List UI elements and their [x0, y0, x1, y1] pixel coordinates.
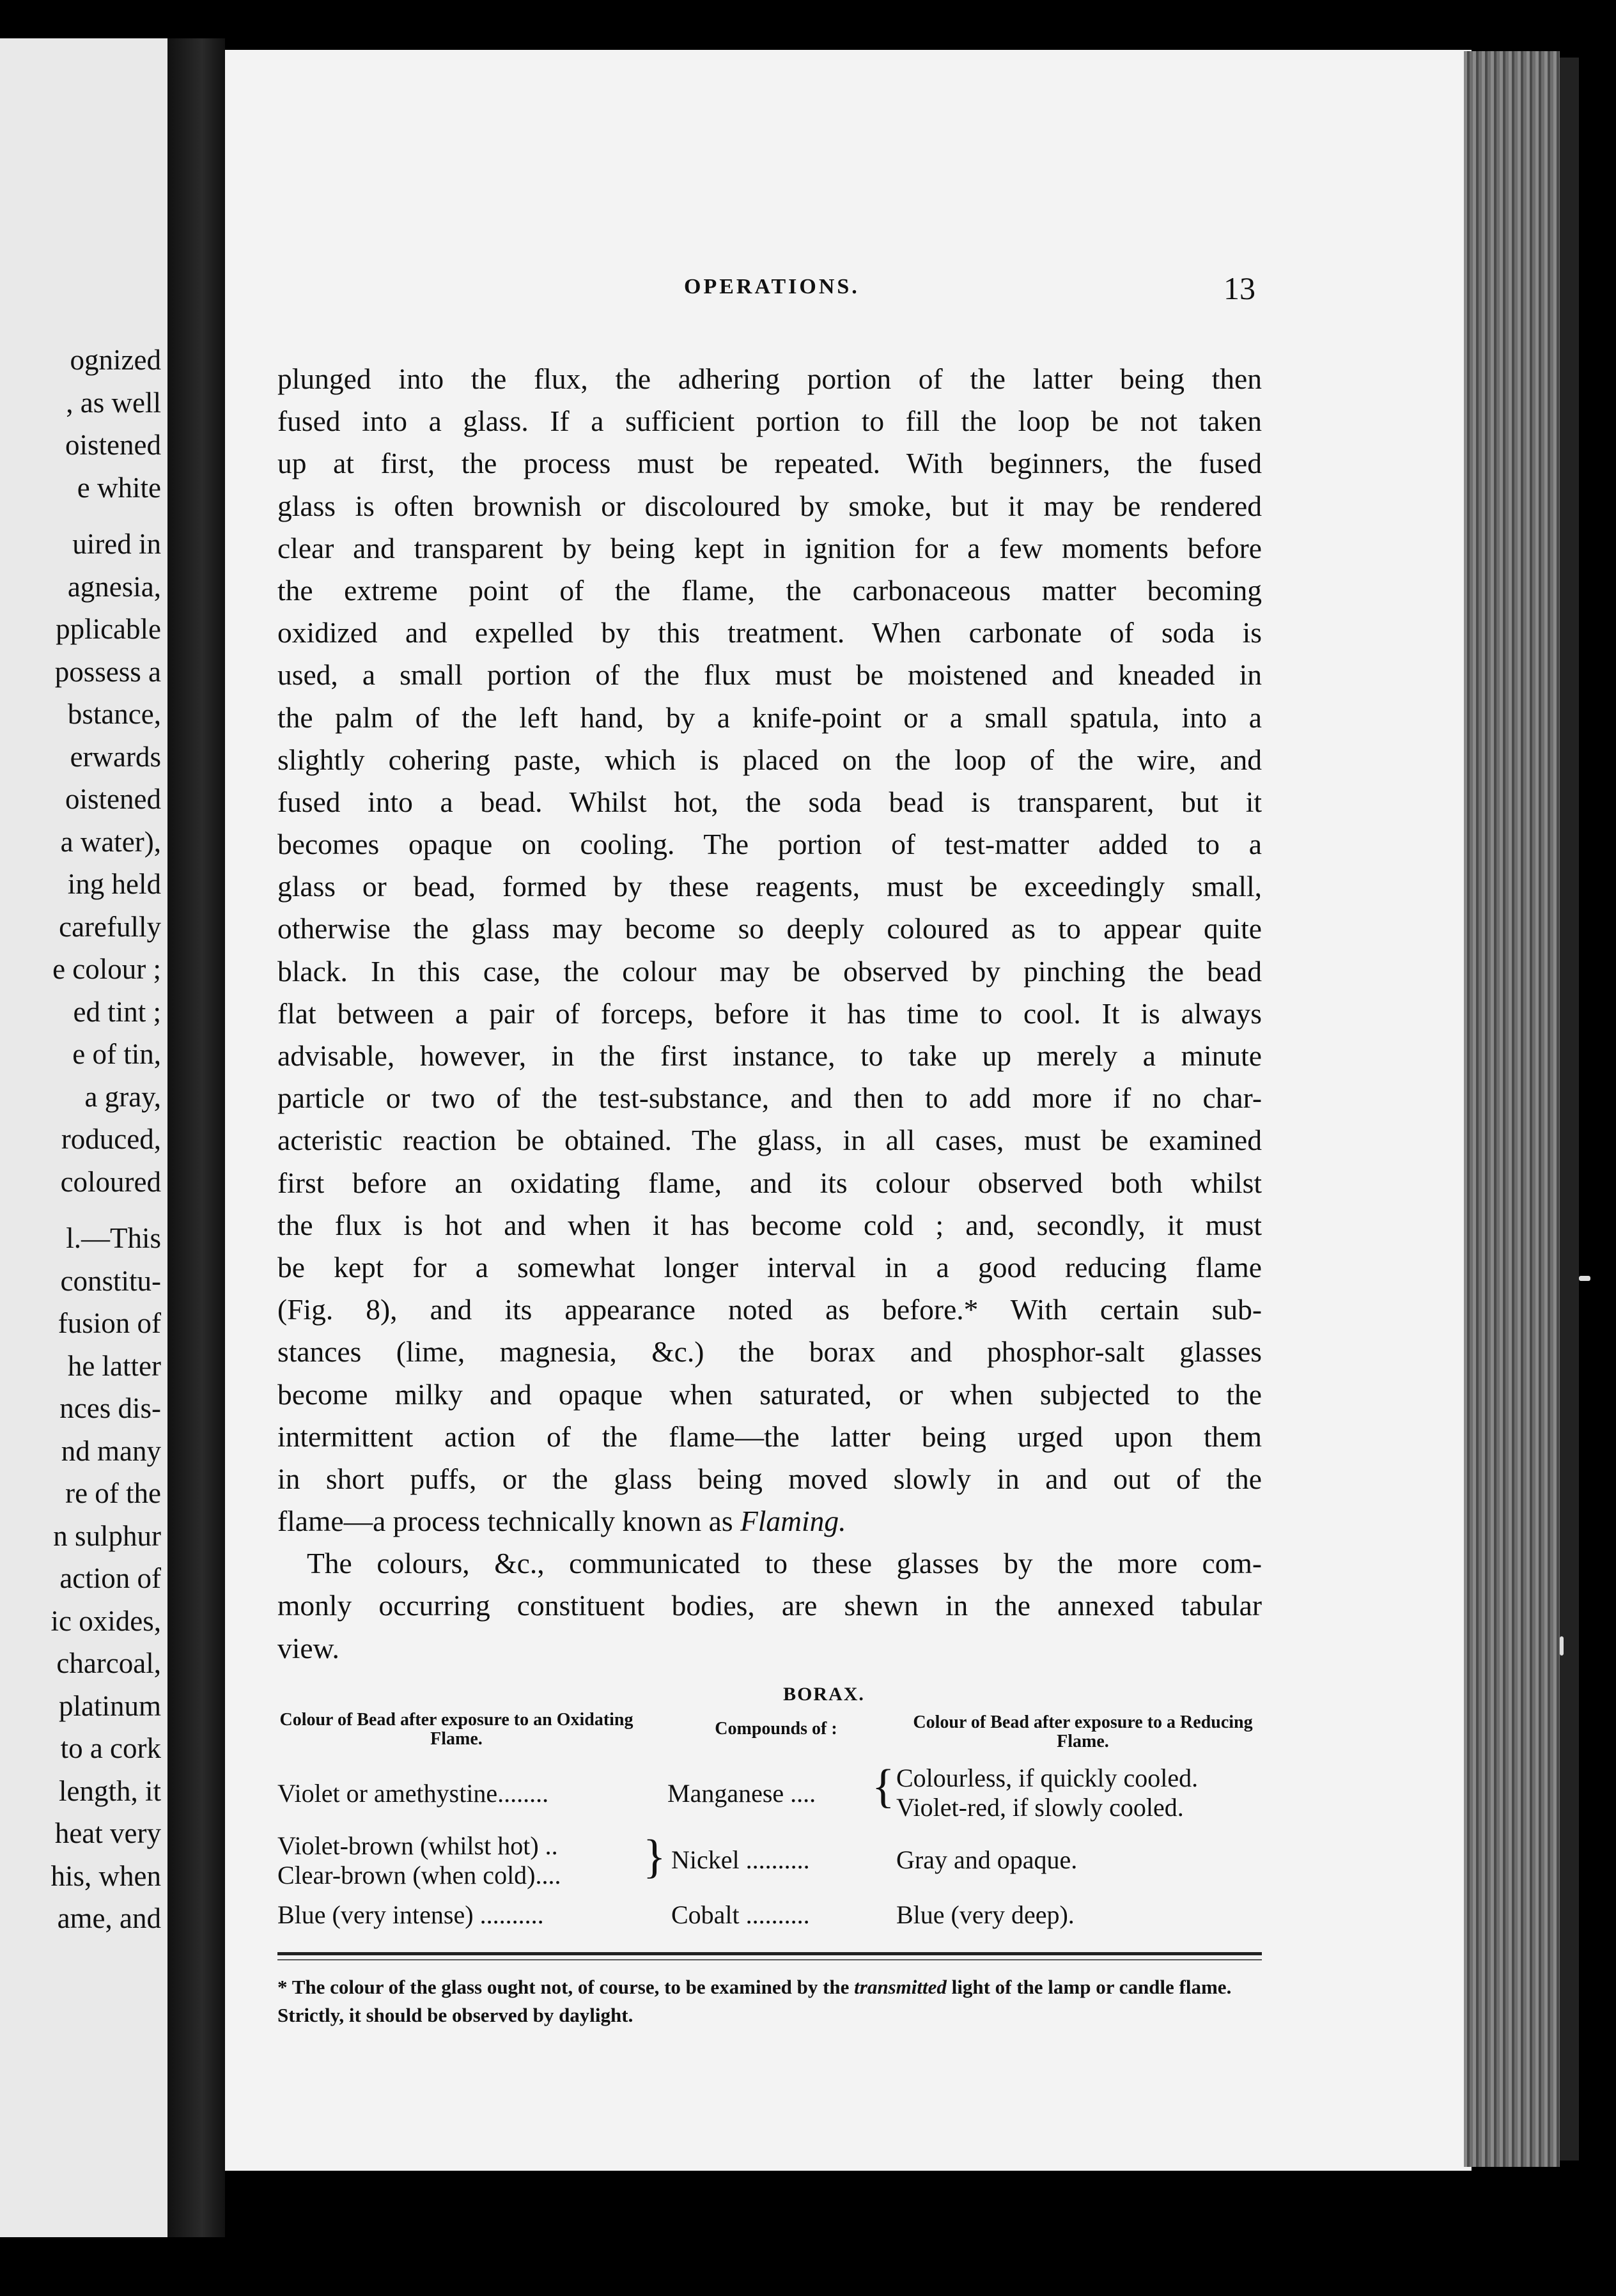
facing-page-line: , as well [66, 386, 161, 419]
facing-page-line: e of tin, [72, 1038, 161, 1070]
facing-page-line: l.—This [66, 1222, 161, 1254]
text-line: acteristic reaction be obtained. The glass, in all cases, must be examined [277, 1124, 1262, 1157]
footnote-rule [277, 1952, 1262, 1955]
cell-reducing: Blue (very deep). [896, 1900, 1075, 1929]
text-line: be kept for a somewhat longer interval in a good reducing flame [277, 1250, 1262, 1284]
facing-page-line: n sulphur [53, 1519, 161, 1552]
footnote-rule-thin [277, 1959, 1262, 1960]
book-gutter [167, 38, 225, 2237]
page-edges [1464, 51, 1560, 2167]
facing-page-line: re of the [65, 1477, 161, 1509]
facing-page-line: oistened [65, 429, 161, 461]
facing-page-line: e white [77, 471, 161, 504]
text-line: the extreme point of the flame, the carbonaceous matter becoming [277, 573, 1262, 607]
facing-page-line: ing held [67, 868, 161, 900]
facing-page-line: nd many [61, 1434, 161, 1467]
facing-page-line: e colour ; [52, 953, 161, 985]
facing-page-line: bstance, [67, 698, 161, 730]
text-line [277, 1500, 1262, 1542]
facing-page-line: a water), [60, 825, 161, 858]
footnote-text-1: * The colour of the glass ought not, of course, to be examined by the [277, 1975, 850, 1998]
facing-page-line: charcoal, [56, 1647, 161, 1679]
text-line: fused into a bead. Whilst hot, the soda bead is transparent, but it [277, 785, 1262, 818]
cell-reducing: Gray and opaque. [896, 1845, 1078, 1874]
text-line: oxidized and expelled by this treatment. When carbonate of soda is [277, 616, 1262, 649]
facing-page-line: coloured [60, 1165, 161, 1198]
running-head [277, 270, 1262, 313]
text-line: particle or two of the test-substance, and then to add more if no char- [277, 1082, 1262, 1115]
header-compounds: Compounds of : [715, 1718, 837, 1739]
text-line: plunged into the flux, the adhering portion of the latter being then [277, 362, 1262, 395]
text-line: fused into a glass. If a sufficient portion to fill the loop be not taken [277, 405, 1262, 438]
facing-page [0, 38, 171, 2237]
table-row [277, 1760, 1262, 1831]
italic-term: Flaming. [740, 1505, 846, 1538]
cell-oxidating-b: Clear-brown (when cold).... [277, 1860, 561, 1889]
facing-page-line: pplicable [56, 613, 161, 645]
text-line: used, a small portion of the flux must be moistened and kneaded in [277, 658, 1262, 692]
facing-page-line: erwards [70, 740, 161, 773]
footnote [277, 1973, 1262, 2029]
facing-page-line: platinum [59, 1689, 161, 1722]
facing-page-line: to a cork [60, 1732, 161, 1764]
footnote-text-2: light of the lamp or candle flame. Strictly, it should be observed by daylight. [277, 1975, 1232, 2026]
text-line: up at first, the process must be repeated. With beginners, the fused [277, 447, 1262, 480]
text-line: become milky and opaque when saturated, or when subjected to the [277, 1377, 1262, 1411]
text-line: slightly cohering paste, which is placed on the loop of the wire, and [277, 743, 1262, 776]
table-title: BORAX. [783, 1683, 865, 1705]
text-line: flat between a pair of forceps, before it has time to cool. It is always [277, 997, 1262, 1030]
facing-page-line: fusion of [58, 1307, 161, 1339]
text-line: first before an oxidating flame, and its colour observed both whilst [277, 1166, 1262, 1199]
text-line: the palm of the left hand, by a knife-point or a small spatula, into a [277, 701, 1262, 734]
facing-page-line: ame, and [57, 1902, 161, 1934]
table-header [277, 1708, 1262, 1767]
cell-compound: Cobalt .......... [671, 1900, 810, 1929]
cell-reducing-a: Colourless, if quickly cooled. [896, 1763, 1199, 1792]
facing-page-line: action of [59, 1562, 161, 1594]
facing-page-line: ic oxides, [50, 1604, 161, 1637]
cell-oxidating: Blue (very intense) .......... [277, 1900, 544, 1929]
facing-page-line: possess a [54, 655, 161, 688]
cell-oxidating-a: Violet-brown (whilst hot) .. [277, 1831, 558, 1860]
header-oxidating: Colour of Bead after exposure to an Oxidating Flame. [279, 1709, 633, 1749]
text-line: The colours, &c., communicated to these glasses by the more com- [307, 1547, 1262, 1580]
facing-page-line: he latter [67, 1349, 161, 1382]
text-line: stances (lime, magnesia, &c.) the borax and phosphor-salt glasses [277, 1335, 1262, 1369]
text-line-content: flame—a process technically known as [277, 1505, 733, 1538]
facing-page-text [1, 339, 161, 1940]
cell-compound: Manganese .... [667, 1778, 816, 1808]
cell-compound: Nickel .......... [671, 1845, 810, 1874]
text-line: glass or bead, formed by these reagents, must be exceedingly small, [277, 870, 1262, 903]
text-line: becomes opaque on cooling. The portion of test-matter added to a [277, 828, 1262, 861]
facing-page-line: oistened [65, 783, 161, 815]
header-reducing: Colour of Bead after exposure to a Reducing Flame. [913, 1712, 1253, 1751]
facing-page-line: ognized [70, 344, 161, 376]
text-line: otherwise the glass may become so deeply coloured as to appear quite [277, 912, 1262, 945]
text-line: in short puffs, or the glass being moved slowly in and out of the [277, 1462, 1262, 1495]
brace: } [643, 1830, 666, 1883]
text-line: advisable, however, in the first instance, to take up merely a minute [277, 1039, 1262, 1072]
scan-speck [1579, 1276, 1590, 1281]
text-line: black. In this case, the colour may be observed by pinching the bead [277, 954, 1262, 988]
text-line: clear and transparent by being kept in ignition for a few moments before [277, 531, 1262, 564]
cell-oxidating: Violet or amethystine........ [277, 1778, 549, 1808]
cell-reducing-b: Violet-red, if slowly cooled. [896, 1792, 1184, 1822]
text-line: view. [277, 1631, 339, 1664]
facing-page-line: nces dis- [59, 1392, 161, 1424]
text-line: monly occurring constituent bodies, are shewn in the annexed tabular [277, 1589, 1262, 1622]
facing-page-line: constitu- [60, 1264, 161, 1297]
text-line: (Fig. 8), and its appearance noted as before.* With certain sub- [277, 1293, 1262, 1326]
running-head-title: OPERATIONS. [684, 275, 860, 299]
book-edge-shadow [1560, 58, 1579, 2160]
table-row [277, 1831, 1262, 1900]
text-line: intermittent action of the flame—the latter being urged upon them [277, 1420, 1262, 1453]
footnote-italic: transmitted [854, 1975, 947, 1998]
text-line: glass is often brownish or discoloured by smoke, but it may be rendered [277, 489, 1262, 522]
facing-page-line: roduced, [61, 1123, 161, 1155]
facing-page-line: his, when [50, 1859, 161, 1892]
facing-page-line: ed tint ; [73, 995, 161, 1028]
scan-speck [1560, 1636, 1564, 1656]
table-row [277, 1900, 1262, 1946]
facing-page-line: carefully [59, 910, 161, 943]
body-text [277, 358, 1262, 1670]
facing-page-line: length, it [59, 1774, 161, 1807]
facing-page-line: heat very [54, 1817, 161, 1849]
page-number: 13 [1224, 270, 1255, 306]
text-line: the flux is hot and when it has become cold ; and, secondly, it must [277, 1208, 1262, 1241]
page-content [277, 270, 1262, 2029]
facing-page-line: uired in [72, 528, 161, 560]
brace: { [872, 1760, 895, 1813]
facing-page-line: agnesia, [67, 570, 161, 603]
facing-page-line: a gray, [84, 1080, 161, 1113]
